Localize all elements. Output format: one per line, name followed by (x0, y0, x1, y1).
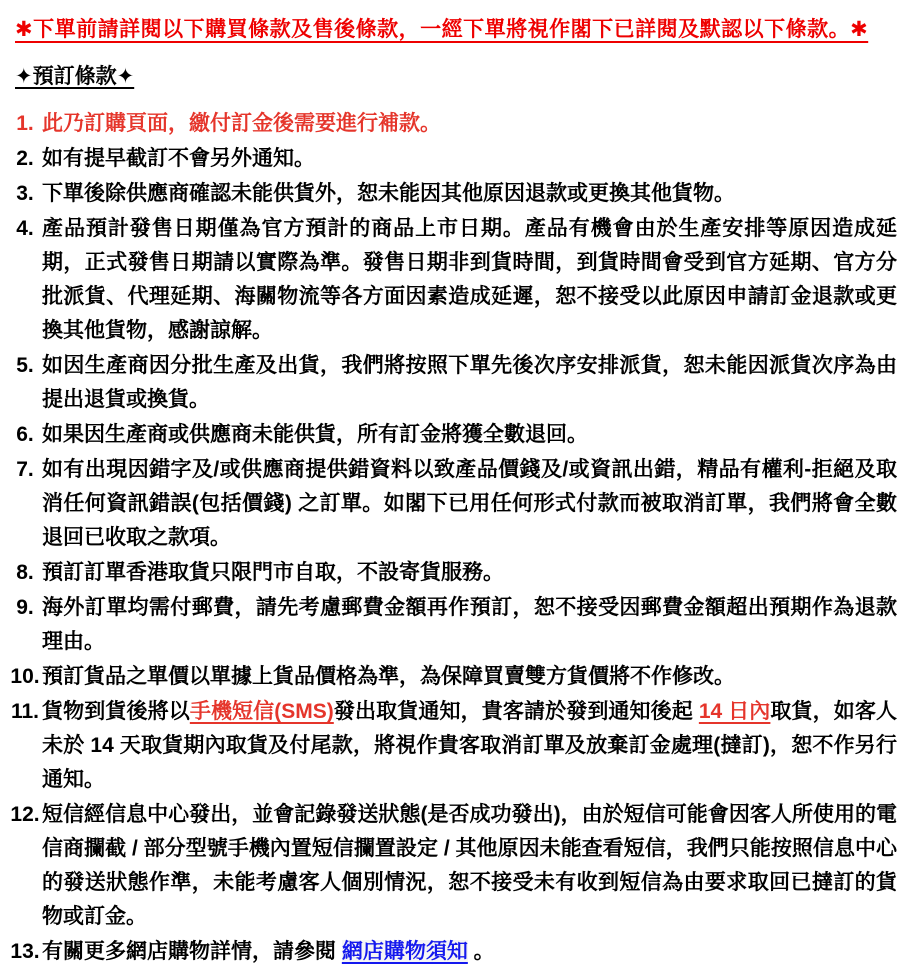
term-number: 10. (10, 665, 40, 688)
term-item-5 (8, 349, 897, 417)
terms-list (8, 107, 897, 969)
term-item-8 (8, 556, 897, 590)
highlight-14-days: 14 日內 (698, 700, 771, 723)
terms-notice-header: ✱下單前請詳閱以下購買條款及售後條款，一經下單將視作閣下已詳閱及默認以下條款。✱ (15, 18, 869, 41)
term-segment: 下單後除供應商確認未能供貨外，恕未能因其他原因退款或更換其他貨物。 (42, 182, 735, 205)
term-text (42, 177, 897, 211)
term-number: 9. (16, 596, 34, 619)
term-item-13 (8, 935, 897, 969)
term-segment: 海外訂單均需付郵費，請先考慮郵費金額再作預訂，恕不接受因郵費金額超出預期作為退款理由。 (42, 596, 897, 653)
term-item-10 (8, 660, 897, 694)
term-segment: 。 (467, 940, 495, 963)
term-number: 7. (16, 458, 34, 481)
term-text (42, 591, 897, 659)
term-number: 5. (16, 354, 34, 377)
term-number: 8. (16, 561, 34, 584)
term-item-7 (8, 453, 897, 555)
term-segment: 如果因生產商或供應商未能供貨，所有訂金將獲全數退回。 (42, 423, 588, 446)
term-number: 2. (16, 147, 34, 170)
term-item-9 (8, 591, 897, 659)
term-number: 11. (10, 700, 40, 723)
term-text (42, 935, 897, 969)
term-item-12 (8, 798, 897, 934)
term-segment: 短信經信息中心發出，並會記錄發送狀態(是否成功發出)，由於短信可能會因客人所使用的電信商攔截 / 部分型號手機內置短信攔置設定 / 其他原因未能查看短信，我們只能按照信息中心的發送狀態作準，未能考慮客人個別情況，恕不接受未有收到短信為由要求取回已撻訂的貨物或訂金。 (42, 803, 897, 928)
term-number: 3. (16, 182, 34, 205)
term-number: 4. (16, 217, 34, 240)
term-item-1 (8, 107, 897, 141)
term-text (42, 660, 897, 694)
term-number: 12. (10, 803, 40, 826)
term-item-3 (8, 177, 897, 211)
term-text (42, 142, 897, 176)
term-segment: 如有出現因錯字及/或供應商提供錯資料以致產品價錢及/或資訊出錯，精品有權利-拒絕及取消任何資訊錯誤(包括價錢) 之訂單。如閣下已用任何形式付款而被取消訂單，我們將會全數退回已收取之款項。 (42, 458, 897, 549)
term-text (42, 212, 897, 348)
term-text (42, 349, 897, 417)
section-title-preorder-terms: ✦預訂條款✦ (15, 65, 135, 88)
term-text (42, 695, 897, 797)
term-text (42, 453, 897, 555)
term-segment: 預訂訂單香港取貨只限門市自取，不設寄貨服務。 (42, 561, 504, 584)
term-item-2 (8, 142, 897, 176)
term-segment: 產品預計發售日期僅為官方預計的商品上市日期。產品有機會由於生產安排等原因造成延期，正式發售日期請以實際為準。發售日期非到貨時間，到貨時間會受到官方延期、官方分批派貨、代理延期、海關物流等各方面因素造成延遲，恕不接受以此原因申請訂金退款或更換其他貨物，感謝諒解。 (42, 217, 897, 342)
term-segment: 有關更多網店購物詳情，請參閱 (42, 940, 342, 963)
term-text (42, 798, 897, 934)
term-item-11 (8, 695, 897, 797)
term-segment: 取貨，如客人未於 14 天取貨期內取貨及付尾款，將視作貴客取消訂單及放棄訂金處理(撻訂)，恕不作另行通知。 (42, 700, 897, 791)
term-item-4 (8, 212, 897, 348)
term-text (42, 107, 897, 141)
term-number: 6. (16, 423, 34, 446)
term-text (42, 556, 897, 590)
shop-guide-link[interactable]: 網店購物須知 (341, 940, 468, 963)
term-number: 1. (16, 112, 34, 135)
term-segment: 發出取貨通知，貴客請於發到通知後起 (333, 700, 699, 723)
term-segment: 預訂貨品之單價以單據上貨品價格為準，為保障買賣雙方貨價將不作修改。 (42, 665, 735, 688)
term-segment: 如有提早截訂不會另外通知。 (42, 147, 315, 170)
term-segment: 貨物到貨後將以 (42, 700, 190, 723)
highlight-sms-notice: 手機短信(SMS) (189, 700, 334, 723)
term-number: 13. (10, 940, 40, 963)
term-text (42, 418, 897, 452)
term-segment: 如因生產商因分批生產及出貨，我們將按照下單先後次序安排派貨，恕未能因派貨次序為由提出退貨或換貨。 (42, 354, 897, 411)
term-segment: 此乃訂購頁面，繳付訂金後需要進行補款。 (42, 112, 441, 135)
term-item-6 (8, 418, 897, 452)
